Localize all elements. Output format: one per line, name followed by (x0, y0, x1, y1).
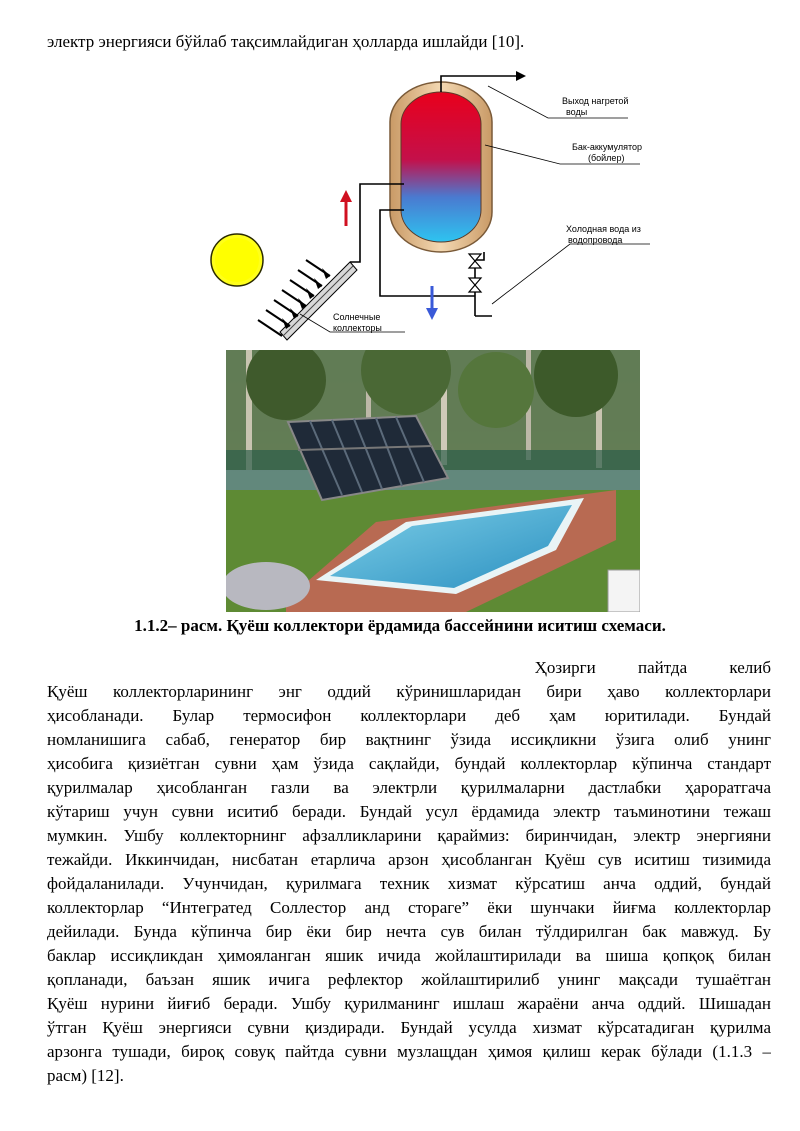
hot-flow-arrow-icon (340, 190, 352, 226)
body-paragraph (47, 656, 771, 1088)
body-line: мумкин. Ушбу коллекторнинг афзалликларини қараймиз: биринчидан, электр энергияни (47, 826, 771, 845)
body-line: ҳисобланади. Булар термосифон коллекторлари деб ҳам юритилади. Бундай (47, 706, 771, 725)
body-line: баклар иссиқликдан ҳимояланган яшик ичида жойлаштирилади ва шиша қопқоқ билан (47, 946, 771, 965)
body-line: арзонга тушади, бироқ совуқ пайтда сувни музлащдан ҳимоя қилиш керак бўлади (1.1.3 – (47, 1042, 771, 1061)
boiler-tank (390, 82, 492, 252)
pool-photo (226, 350, 640, 612)
body-line: расм) [12]. (47, 1066, 124, 1085)
body-line: фойдаланилади. Учунчидан, қурилмага техник хизмат кўрсатиш анча оддий, бундай (47, 874, 771, 893)
outlet-label: Выход нагретой воды (562, 96, 629, 117)
body-line: дейилади. Бунда кўпинча бир ёки бир нечта сув билан тўлдирилган бак мавжуд. Бу (47, 922, 771, 941)
body-line: Қуёш нурини йиғиб беради. Ушбу қурилманинг ишлаш жараёни анча оддий. Шишадан (47, 994, 771, 1013)
figure-caption: 1.1.2– расм. Қуёш коллектори ёрдамида бассейнини иситиш схемаси. (134, 616, 666, 635)
collector-label: Солнечные коллекторы (333, 312, 382, 333)
body-line: номланишига сабаб, генератор бир вақтнинг ўзида иссиқликни ўзига олиб унинг (47, 730, 771, 749)
body-line: Ҳозирги пайтда келиб (534, 658, 771, 677)
tank-label: Бак-аккумулятор (бойлер) (572, 142, 642, 163)
body-line: кўтариш учун сувни иситиб беради. Бундай усул ёрдамида электр таъминотини тежаш (47, 802, 771, 821)
sun-icon (211, 234, 263, 286)
cold-flow-arrow-icon (426, 286, 438, 320)
outlet-arrow (516, 71, 526, 81)
body-line: қопланади, баъзан яшик ичига рефлектор жойлаштирилиб унинг мақсади тушаётган (47, 970, 771, 989)
body-line: ҳисобига қизиётган сувни ҳам ўзида сақлайди, бундай коллекторлар кўпинча стандарт (47, 754, 771, 773)
body-line: коллекторлар “Интегратед Соллестор анд стораге” ёки шунчаки йиғма коллекторлар (47, 898, 771, 917)
solar-heating-diagram (0, 0, 800, 352)
body-line: тежайди. Иккинчидан, нисбатан етарлича арзон ҳисобланган Қуёш сув иситиш тизимида (47, 850, 771, 869)
inlet-label: Холодная вода из водопровода (566, 224, 641, 245)
body-line: қурилмалар ҳисобланган газли ва электрли қурилмаларни дастлабки ҳароратгача (47, 778, 771, 797)
body-line: Қуёш коллекторларининг энг оддий кўринишларидан бири ҳаво коллекторлари (47, 682, 771, 701)
body-line: ўтган Қуёш энергияси сувни қиздиради. Бундай усулда хизмат кўрсатадиган қурилма (47, 1018, 771, 1037)
intro-line: электр энергияси бўйлаб тақсимлайдиган ҳолларда ишлайди [10]. (47, 32, 525, 51)
